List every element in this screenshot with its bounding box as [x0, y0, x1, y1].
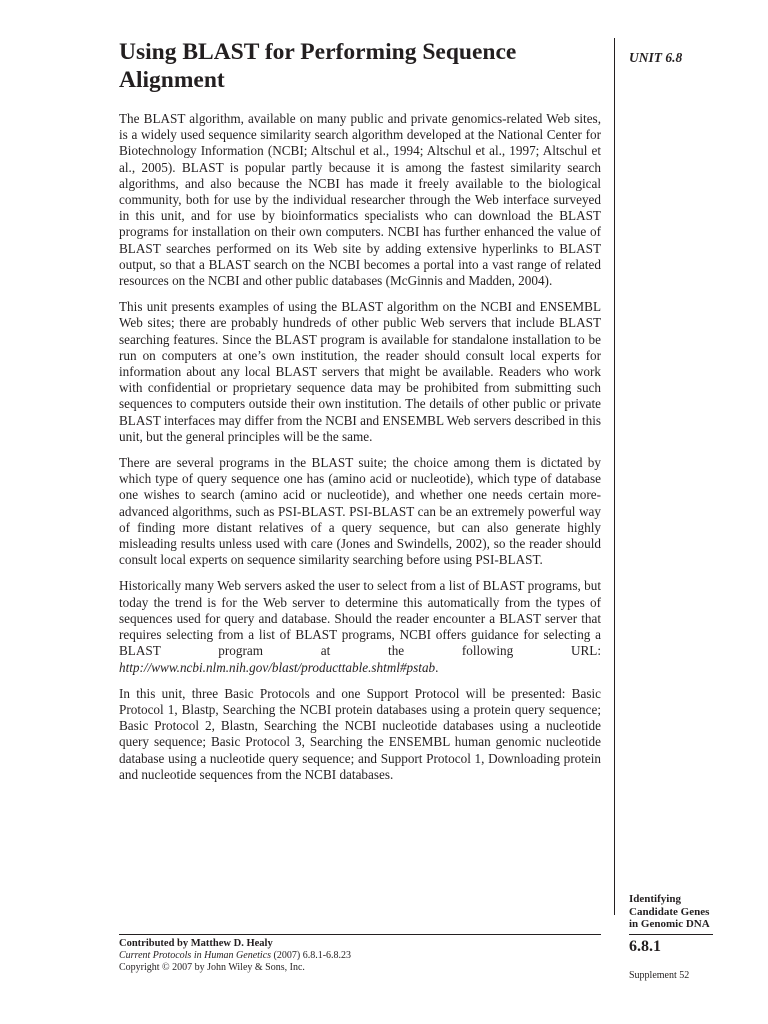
section-divider	[629, 934, 713, 935]
unit-label: UNIT 6.8	[629, 50, 683, 65]
copyright: Copyright © 2007 by John Wiley & Sons, Inc.	[119, 962, 305, 973]
section-title-line-1: Identifying	[629, 893, 681, 905]
paragraph-3: There are several programs in the BLAST suite; the choice among them is dictated by which type of query sequence one has (amino acid or nucleotide), which type of database one wishes to search (amino acid or nucleotide), and whether one needs certain more-advanced algorithms, such as PSI-BLAST. PSI-BLAST can be an extremely powerful way of finding more distant relatives of a query sequence, but can also generate highly misleading results unless used with care (Jones and Swindells, 2002), so the reader should consult local experts on sequence similarity searching before using PSI-BLAST.	[119, 455, 601, 568]
paragraph-1: The BLAST algorithm, available on many public and private genomics-related Web sites, is a widely used sequence similarity search algorithm developed at the National Center for Biotechnology Information (NCBI; Altschul et al., 1994; Altschul et al., 1997; Altschul et al., 2005). BLAST is popular partly because it is among the fastest similarity search algorithms, and also because the NCBI has made it freely available to the biological community, both for use by the individual researcher through the Web interface surveyed in this unit, and for use by bioinformatics specialists who can download the BLAST programs for installation on their own computers. NCBI has further enhanced the value of BLAST searches performed on its Web site by adding extensive hyperlinks to BLAST output, so that a BLAST search on the NCBI becomes a portal into a vast range of related resources on the NCBI and other public databases (McGinnis and Madden, 2004).	[119, 111, 601, 289]
section-title-line-2: Candidate Genes	[629, 905, 710, 918]
section-title-line-3: in Genomic DNA	[629, 918, 710, 930]
footer	[119, 938, 601, 974]
footer-divider	[119, 934, 601, 935]
blast-guide-url[interactable]: http://www.ncbi.nlm.nih.gov/blast/producttable.shtml#pstab	[119, 659, 436, 675]
section-title	[629, 893, 739, 931]
paragraph-2: This unit presents examples of using the BLAST algorithm on the NCBI and ENSEMBL Web sites; there are probably hundreds of other public Web servers that include BLAST searching features. Since the BLAST program is available for standalone installation to be run on computers at one’s own institution, the reader should consult local experts for information about any local BLAST servers that might be available. Readers who work with confidential or proprietary sequence data may be prohibited from submitting such sequences to computers outside their own institution. The details of other public or private BLAST interfaces may differ from the NCBI and ENSEMBL Web servers described in this unit, but the general principles will be the same.	[119, 299, 601, 444]
citation	[119, 950, 601, 962]
journal-name: Current Protocols in Human Genetics	[119, 950, 272, 961]
page-title: Using BLAST for Performing Sequence Alignment	[119, 39, 517, 93]
paragraph-4-text: Historically many Web servers asked the user to select from a list of BLAST programs, but today the trend is for the Web server to determine this automatically from the types of sequences used for query and database. Should the reader encounter a BLAST server that requires selecting from a list of BLAST programs, NCBI offers guidance for selecting a BLAST program at the following URL:	[119, 578, 601, 659]
supplement-label: Supplement 52	[629, 970, 690, 981]
citation-details: (2007) 6.8.1-6.8.23	[271, 950, 352, 961]
contributor: Contributed by Matthew D. Healy	[119, 938, 273, 949]
body-text	[119, 111, 601, 793]
paragraph-5: In this unit, three Basic Protocols and one Support Protocol will be presented: Basic Protocol 1, Blastp, Searching the NCBI protein databases using a protein query sequence; Basic Protocol 2, Blastn, Searching the NCBI nucleotide databases using a nucleotide query sequence; Basic Protocol 3, Searching the ENSEMBL human genomic nucleotide database using a nucleotide query sequence; and Support Protocol 1, Downloading protein and nucleotide sequences from the NCBI databases.	[119, 685, 601, 782]
vertical-divider	[614, 38, 615, 915]
page-number: 6.8.1	[629, 938, 661, 955]
paragraph-4	[119, 578, 601, 675]
paragraph-4-end: .	[435, 659, 439, 675]
